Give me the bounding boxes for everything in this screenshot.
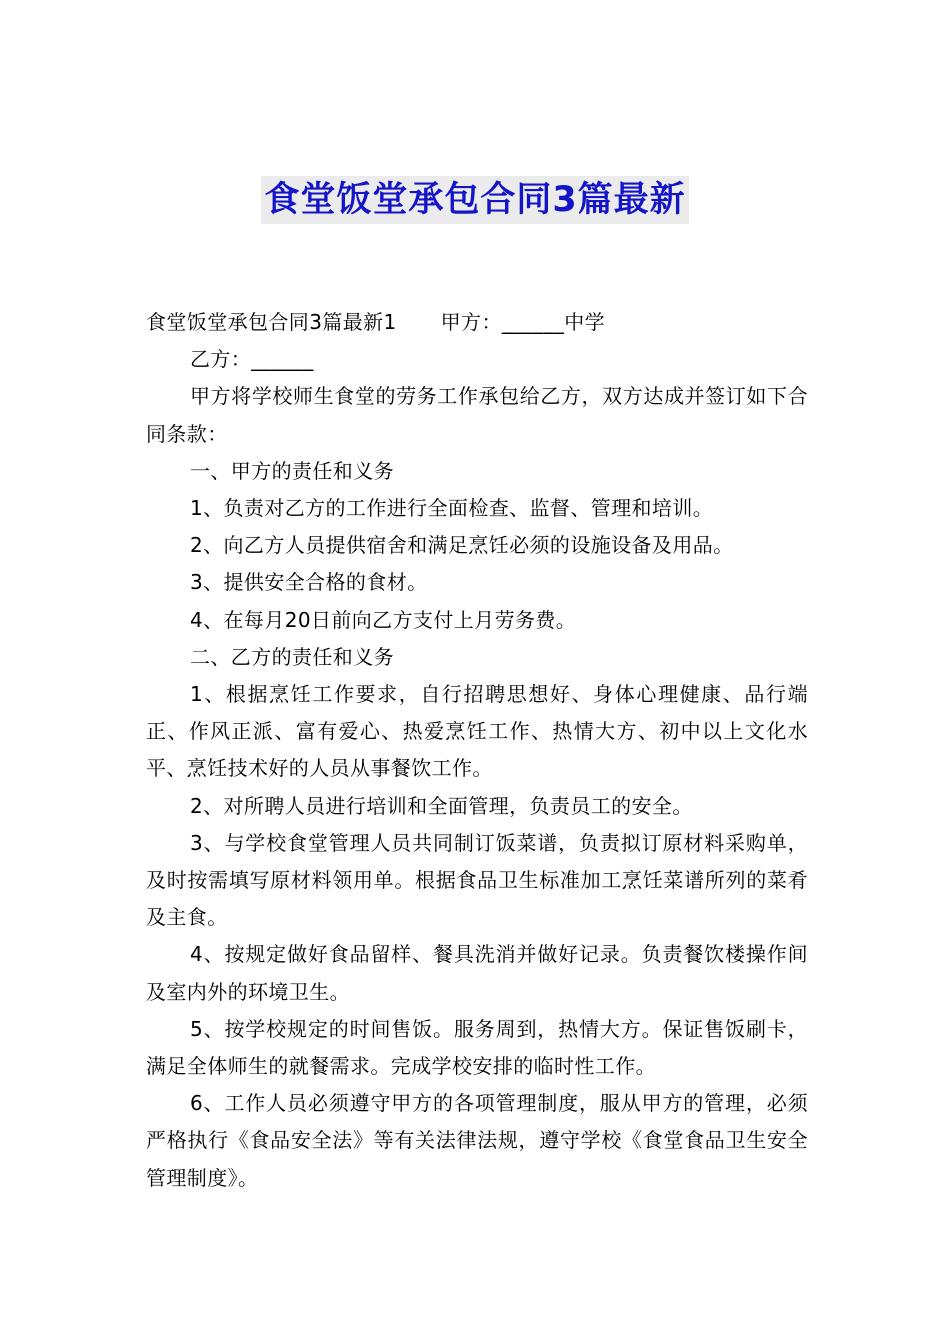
paragraph-b-1: 1、根据烹饪工作要求，自行招聘思想好、身体心理健康、品行端正、作风正派、富有爱心、热爱烹饪工作、热情大方、初中以上文化水平、烹饪技术好的人员从事餐饮工作。: [146, 682, 808, 781]
first-line: [146, 304, 808, 341]
paragraph-a-2: 2、向乙方人员提供宿舍和满足烹饪必须的设施设备及用品。: [190, 533, 734, 558]
paragraph-b-2: 2、对所聘人员进行培训和全面管理，负责员工的安全。: [190, 793, 693, 818]
paragraph-b-5: 5、按学校规定的时间售饭。服务周到，热情大方。保证售饭刷卡，满足全体师生的就餐需求。完成学校安排的临时性工作。: [146, 1016, 808, 1079]
paragraph-a-4: 4、在每月20日前向乙方支付上月劳务费。: [190, 607, 577, 632]
document-body: [146, 304, 808, 1197]
paragraph-a-1: 1、负责对乙方的工作进行全面检查、监督、管理和培训。: [190, 496, 714, 521]
paragraph-intro: 甲方将学校师生食堂的劳务工作承包给乙方，双方达成并签订如下合同条款：: [146, 384, 808, 446]
party-b-label: 乙方：: [190, 347, 252, 372]
document-title: 食堂饭堂承包合同3篇最新: [261, 176, 688, 224]
party-a-suffix: 中学: [564, 310, 606, 334]
section-heading-party-a: 一、甲方的责任和义务: [190, 458, 394, 483]
paragraph-b-6: 6、工作人员必须遵守甲方的各项管理制度，服从甲方的管理，必须严格执行《食品安全法》等有关法律法规，遵守学校《食堂食品卫生安全管理制度》。: [146, 1091, 808, 1190]
title-container: [0, 176, 950, 224]
section-heading-party-b: 二、乙方的责任和义务: [190, 644, 394, 669]
party-a-label: 甲方：: [440, 310, 502, 334]
paragraph-a-3: 3、提供安全合格的食材。: [190, 570, 428, 595]
party-b-line: [146, 341, 808, 378]
party-a-blank: ______: [501, 310, 565, 334]
paragraph-b-3: 3、与学校食堂管理人员共同制订饭菜谱，负责拟订原材料采购单，及时按需填写原材料领用单。根据食品卫生标准加工烹饪菜谱所列的菜肴及主食。: [146, 830, 808, 930]
paragraph-b-4: 4、按规定做好食品留样、餐具洗消并做好记录。负责餐饮楼操作间及室内外的环境卫生。: [146, 942, 808, 1004]
section-heading: 食堂饭堂承包合同3篇最新1: [146, 310, 397, 334]
party-b-blank: ______: [251, 347, 314, 372]
